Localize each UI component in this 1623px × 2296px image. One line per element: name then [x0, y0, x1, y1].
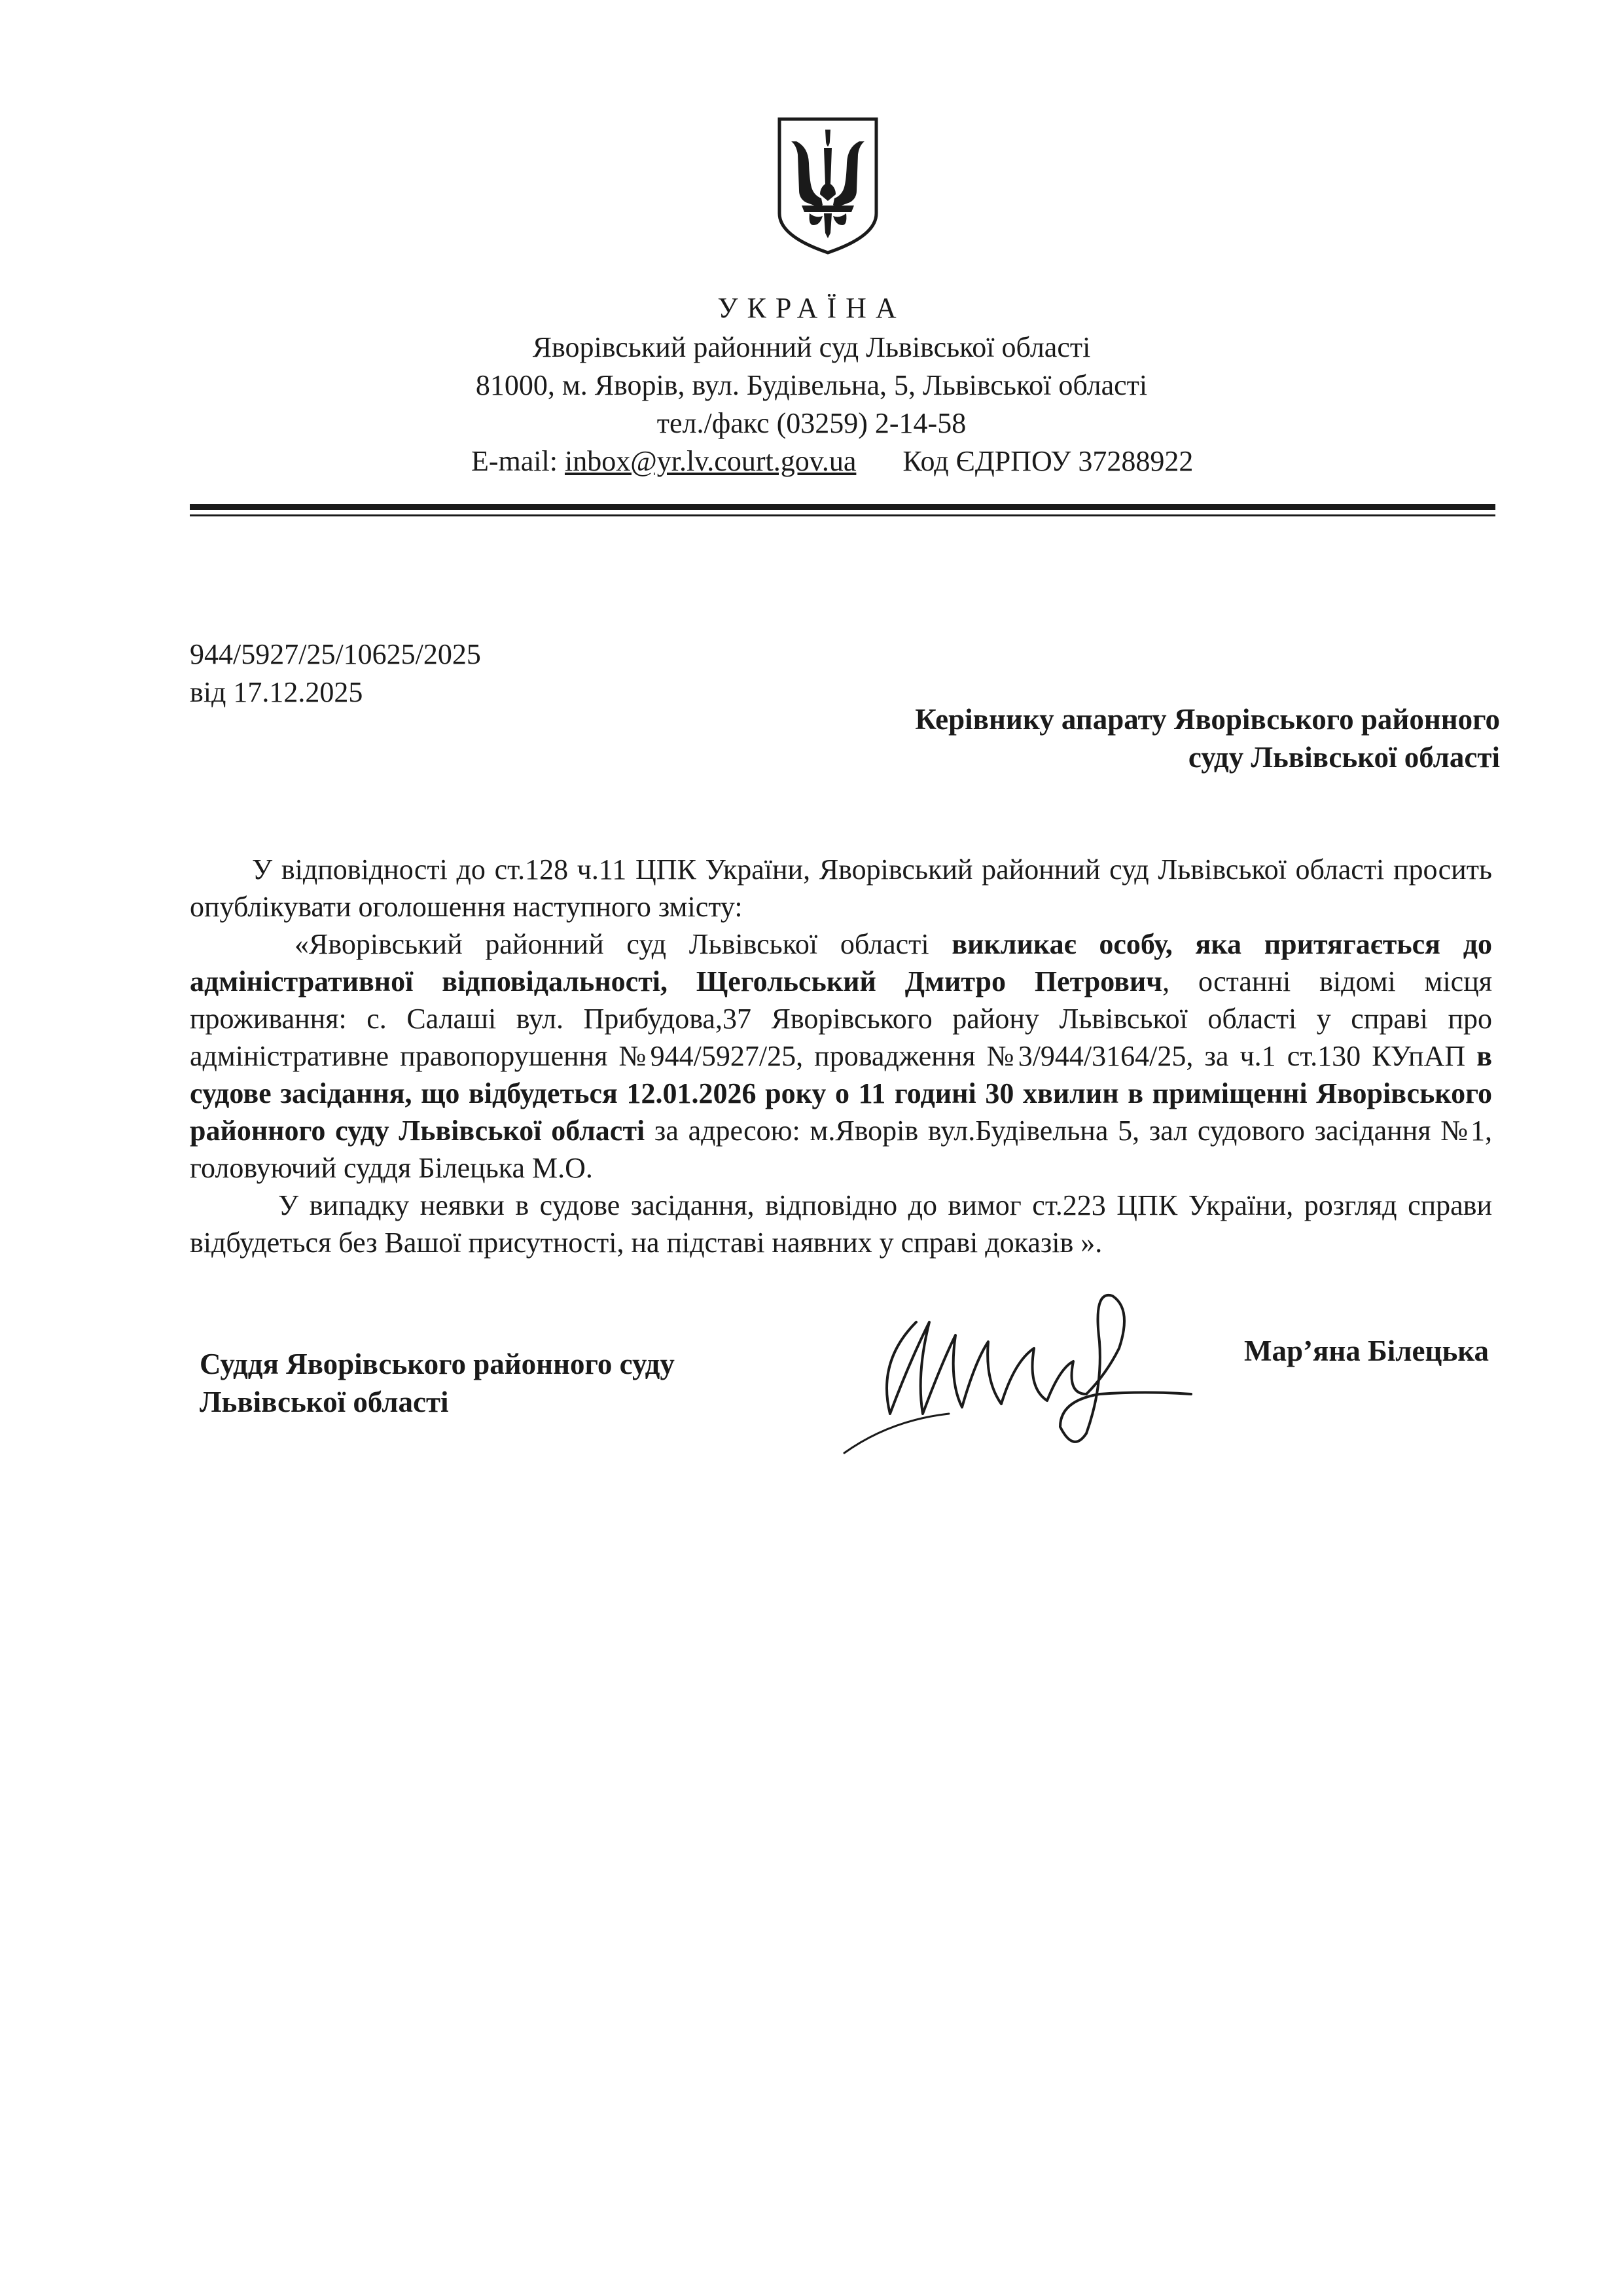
announcement-text: за адресою: м.Яворів вул.Будівельна 5, зал судового засідання №1, головуючий суддя Білецька М.О. — [190, 1115, 1492, 1184]
header-divider-thin — [190, 514, 1495, 516]
announcement-bold-text: викликає особу, яка притягається до адміністративної відповідальності, Щегольський Дмитро Петрович — [190, 928, 1493, 997]
signer-title-line: Суддя Яворівського районного суду — [200, 1348, 675, 1380]
signer-title-line: Львівської області — [200, 1386, 449, 1418]
signer-name: Мар’яна Білецька — [1244, 1335, 1489, 1367]
signer-title — [200, 1345, 675, 1421]
reference-date: від 17.12.2025 — [190, 676, 363, 708]
addressee — [915, 700, 1500, 776]
announcement-text: , останні відомі місця проживання: с. Салаші вул. Прибудова,37 Яворівського району Львівської області у справі про адміністративне правопорушення №944/5927/25, провадження №3/944/3164/25, за ч.1 ст.130 КУпАП — [190, 965, 1492, 1072]
country-heading: УКРАЇНА — [717, 292, 906, 324]
reference-number: 944/5927/25/10625/2025 — [190, 638, 481, 670]
announcement-paragraph — [190, 925, 1492, 1187]
letter-body — [190, 851, 1492, 1261]
court-name: Яворівський районний суд Львівської області — [532, 331, 1091, 363]
edrpou-code: Код ЄДРПОУ 37288922 — [902, 445, 1194, 477]
body-paragraph: У випадку неявки в судове засідання, відповідно до вимог ст.223 ЦПК України, розгляд справи відбудеться без Вашої присутності, на підставі наявних у справі доказів ». — [190, 1189, 1492, 1259]
announcement-text: «Яворівський районний суд Львівської області — [294, 928, 952, 960]
court-address: 81000, м. Яворів, вул. Будівельна, 5, Львівської області — [475, 369, 1148, 401]
court-phone: тел./факс (03259) 2-14-58 — [656, 407, 967, 439]
email-link[interactable]: inbox@yr.lv.court.gov.ua — [564, 445, 857, 477]
addressee-line: Керівнику апарату Яворівського районного — [915, 703, 1500, 736]
announcement-bold-text: в судове засідання, що відбудеться 12.01.2026 року о 11 годині 30 хвилин в приміщенні Яворівського районного суду Львівської області — [190, 1040, 1492, 1147]
email-label: E-mail: — [471, 445, 558, 477]
header-divider-thick — [190, 504, 1495, 510]
contact-line — [471, 442, 1193, 480]
addressee-line: суду Львівської області — [1188, 741, 1500, 774]
trident-coat-of-arms-icon — [776, 115, 880, 256]
handwritten-signature — [838, 1283, 1204, 1466]
body-paragraph: У відповідності до ст.128 ч.11 ЦПК України, Яворівський районний суд Львівської області просить опублікувати оголошення наступного змісту: — [190, 853, 1492, 923]
